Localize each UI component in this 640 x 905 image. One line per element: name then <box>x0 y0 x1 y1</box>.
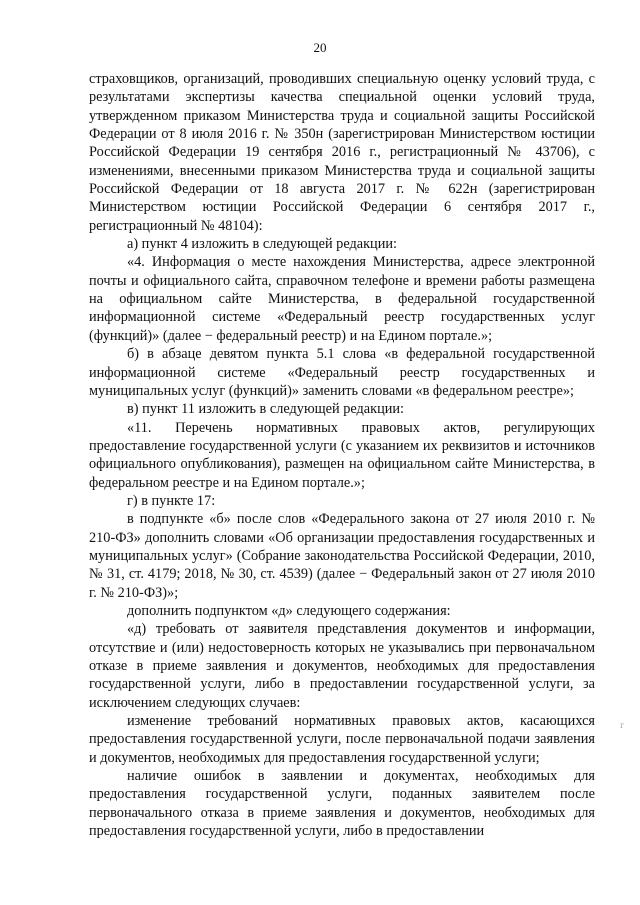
paragraph-subitem-b-amendment: в подпункте «б» после слов «Федерального закона от 27 июля 2010 г. № 210-ФЗ» дополнить словами «Об организации предоставления государственных и муниципальных услуг» (Собрание законодательства Российской Федерации, 2010, № 31, ст. 4179; 2018, № 30, ст. 4539) (далее − Федеральный закон от 27 июля 2010 г. № 210-ФЗ)»; <box>89 511 595 601</box>
paragraph-item-v: в) пункт 11 изложить в следующей редакции: <box>127 401 404 418</box>
paragraph-exception-1: изменение требований нормативных правовых актов, касающихся предоставления государственной услуги, после первоначальной подачи заявления и документов, необходимых для предоставления государственной услуги; <box>89 713 595 766</box>
paragraph-subitem-d-text: «д) требовать от заявителя представления документов и информации, отсутствие и (или) недостоверность которых не указывались при первоначальном отказе в приеме заявления и документов, необходимых для предоставления государственной услуги, либо в предоставлении государственной услуги, за исключением следующих случаев: <box>89 621 595 711</box>
paragraph-item-g: г) в пункте 17: <box>127 492 216 509</box>
paragraph-item-a: а) пункт 4 изложить в следующей редакции: <box>127 236 397 253</box>
paragraph-add-subitem-d: дополнить подпунктом «д» следующего содержания: <box>127 602 451 619</box>
paragraph-item-b: б) в абзаце девятом пункта 5.1 слова «в федеральной государственной информационной системе «Федеральный реестр государственных и муниципальных услуг (функций)» заменить словами «в федеральном реестре»; <box>89 346 595 399</box>
paragraph-intro: страховщиков, организаций, проводивших специальную оценку условий труда, с результатами экспертизы качества специальной оценки условий труда, утвержденном приказом Министерства труда и социальной защиты Российской Федерации от 8 июля 2016 г. № 350н (зарегистрирован Министерством юстиции Российской Федерации 19 сентября 2016 г., регистрационный № 43706), с изменениями, внесенными приказом Министерства труда и социальной защиты Российской Федерации от 18 августа 2017 г. № 622н (зарегистрирован Министерством юстиции Российской Федерации 6 сентября 2017 г., регистрационный № 48104): <box>89 71 595 234</box>
document-body <box>89 70 595 840</box>
paragraph-item-11-text: «11. Перечень нормативных правовых актов, регулирующих предоставление государственной услуги (с указанием их реквизитов и источников официального опубликования), размещен на официальном сайте Министерства, в федеральном реестре и на Едином портале.»; <box>89 419 595 491</box>
margin-mark: г <box>620 720 624 730</box>
paragraph-exception-2: наличие ошибок в заявлении и документах, необходимых для предоставления государственной услуги, поданных заявителем после первоначального отказа в приеме заявления и документов, необходимых для предоставления государственной услуги, либо в предоставлении <box>89 768 595 840</box>
paragraph-item-4-text: «4. Информация о месте нахождения Министерства, адресе электронной почты и официального сайта, справочном телефоне и времени работы размещена на официальном сайте Министерства, в федеральной государственной информационной системе «Федеральный реестр государственных услуг (функций)» (далее − федеральный реестр) и на Едином портале.»; <box>89 254 595 344</box>
page-number: 20 <box>313 40 327 55</box>
